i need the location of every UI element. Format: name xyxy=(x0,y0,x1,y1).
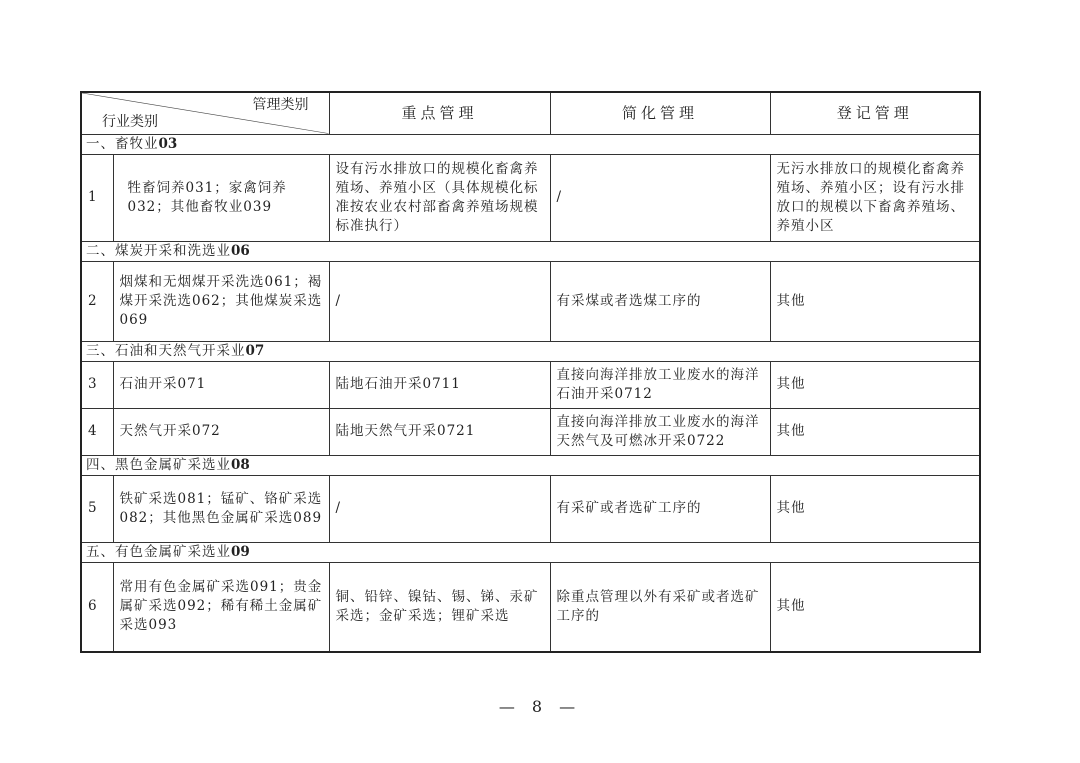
industry-cell: 石油开采071 xyxy=(113,361,329,408)
row-number: 4 xyxy=(81,408,113,455)
table-row xyxy=(81,408,980,455)
table-row xyxy=(81,261,980,341)
registration-management-cell: 其他 xyxy=(770,562,980,652)
diagonal-header-cell xyxy=(81,92,329,134)
simplified-management-header: 简化管理 xyxy=(550,92,770,134)
registration-management-cell: 其他 xyxy=(770,361,980,408)
row-number: 2 xyxy=(81,261,113,341)
simplified-management-cell: 直接向海洋排放工业废水的海洋天然气及可燃冰开采0722 xyxy=(550,408,770,455)
row-number: 5 xyxy=(81,475,113,542)
table-row xyxy=(81,562,980,652)
section-code: 07 xyxy=(245,342,265,359)
section-code: 06 xyxy=(231,242,250,259)
section-title: 五、有色金属矿采选业 xyxy=(86,543,231,560)
row-number: 6 xyxy=(81,562,113,652)
industry-category-label: 行业类别 xyxy=(102,113,158,130)
table-row xyxy=(81,154,980,241)
section-header-row xyxy=(81,542,980,562)
industry-cell: 天然气开采072 xyxy=(113,408,329,455)
key-management-cell: 设有污水排放口的规模化畜禽养殖场、养殖小区（具体规模化标准按农业农村部畜禽养殖场规模标准执行） xyxy=(329,154,550,241)
industry-cell: 烟煤和无烟煤开采洗选061；褐煤开采洗选062；其他煤炭采选069 xyxy=(113,261,329,341)
classification-table xyxy=(80,91,981,653)
table-row xyxy=(81,475,980,542)
industry-cell: 常用有色金属矿采选091；贵金属矿采选092；稀有稀土金属矿采选093 xyxy=(113,562,329,652)
industry-cell: 牲畜饲养031；家禽饲养032；其他畜牧业039 xyxy=(113,154,329,241)
section-title: 二、煤炭开采和洗选业 xyxy=(86,242,231,259)
registration-management-cell: 其他 xyxy=(770,475,980,542)
key-management-header: 重点管理 xyxy=(329,92,550,134)
registration-management-cell: 其他 xyxy=(770,408,980,455)
row-number: 1 xyxy=(81,154,113,241)
key-management-cell: 陆地天然气开采0721 xyxy=(329,408,550,455)
section-title: 一、畜牧业 xyxy=(86,135,159,152)
simplified-management-cell: / xyxy=(550,154,770,241)
key-management-cell: / xyxy=(329,261,550,341)
row-number: 3 xyxy=(81,361,113,408)
table-header-row xyxy=(81,92,980,134)
section-code: 09 xyxy=(231,543,250,560)
section-title: 三、石油和天然气开采业 xyxy=(86,342,246,359)
industry-cell: 铁矿采选081；锰矿、铬矿采选082；其他黑色金属矿采选089 xyxy=(113,475,329,542)
registration-management-cell: 其他 xyxy=(770,261,980,341)
section-title: 四、黑色金属矿采选业 xyxy=(86,456,231,473)
key-management-cell: 陆地石油开采0711 xyxy=(329,361,550,408)
simplified-management-cell: 有采矿或者选矿工序的 xyxy=(550,475,770,542)
section-header-row xyxy=(81,134,980,154)
section-code: 03 xyxy=(158,135,178,152)
registration-management-cell: 无污水排放口的规模化畜禽养殖场、养殖小区；设有污水排放口的规模以下畜禽养殖场、养殖小区 xyxy=(770,154,980,241)
section-header-row xyxy=(81,341,980,361)
simplified-management-cell: 直接向海洋排放工业废水的海洋石油开采0712 xyxy=(550,361,770,408)
key-management-cell: / xyxy=(329,475,550,542)
simplified-management-cell: 有采煤或者选煤工序的 xyxy=(550,261,770,341)
registration-management-header: 登记管理 xyxy=(770,92,980,134)
section-header-row xyxy=(81,241,980,261)
table-row xyxy=(81,361,980,408)
page-number: — 8 — xyxy=(498,697,582,716)
section-code: 08 xyxy=(231,456,250,473)
simplified-management-cell: 除重点管理以外有采矿或者选矿工序的 xyxy=(550,562,770,652)
management-category-label: 管理类别 xyxy=(252,97,309,113)
key-management-cell: 铜、铅锌、镍钴、锡、锑、汞矿采选；金矿采选；锂矿采选 xyxy=(329,562,550,652)
section-header-row xyxy=(81,455,980,475)
